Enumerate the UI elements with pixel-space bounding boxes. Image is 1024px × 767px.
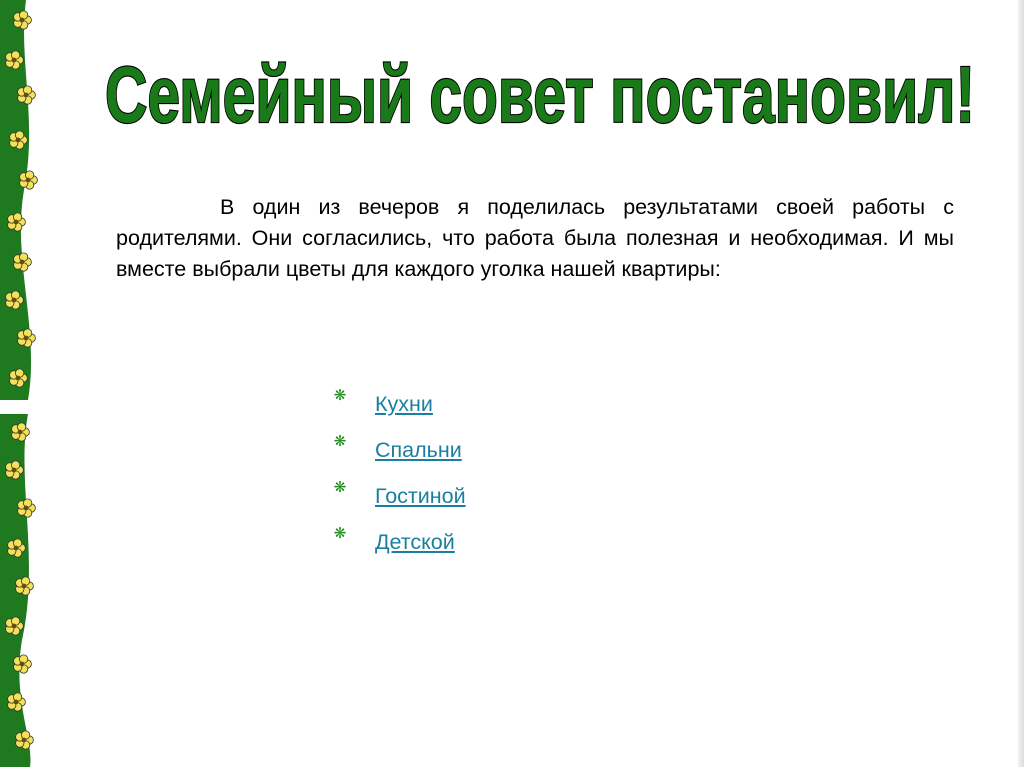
flower-icon <box>16 577 34 595</box>
flower-icon <box>18 86 36 104</box>
flower-icon <box>8 213 26 231</box>
flower-icon <box>12 423 30 441</box>
link-kitchen[interactable]: Кухни <box>375 392 433 416</box>
flower-icon <box>18 329 36 347</box>
flower-icon <box>14 253 32 271</box>
intro-paragraph: В один из вечеров я поделилась результатами своей работы с родителями. Они согласились, что работа была полезная и необходимая. И мы вместе выбрали цветы для каждого уголка нашей квартиры: <box>116 195 954 281</box>
flower-bullet-icon: ❋ <box>333 386 347 404</box>
flower-bullet-icon: ❋ <box>333 432 347 450</box>
flower-bullet-icon: ❋ <box>333 524 347 542</box>
flower-border <box>0 0 44 767</box>
flower-bullet-icon: ❋ <box>333 478 347 496</box>
flower-icon <box>18 499 36 517</box>
flower-icon <box>14 11 32 29</box>
link-living-room[interactable]: Гостиной <box>375 484 466 508</box>
slide-title-text: Семейный совет постановил! <box>105 50 975 139</box>
flower-icon <box>8 693 26 711</box>
flower-icon <box>20 171 38 189</box>
flower-icon <box>16 731 34 749</box>
link-bedroom[interactable]: Спальни <box>375 438 462 462</box>
link-nursery[interactable]: Детской <box>375 530 455 554</box>
slide-title <box>90 22 990 152</box>
slide-right-edge <box>1018 0 1024 767</box>
flower-icon <box>14 655 32 673</box>
